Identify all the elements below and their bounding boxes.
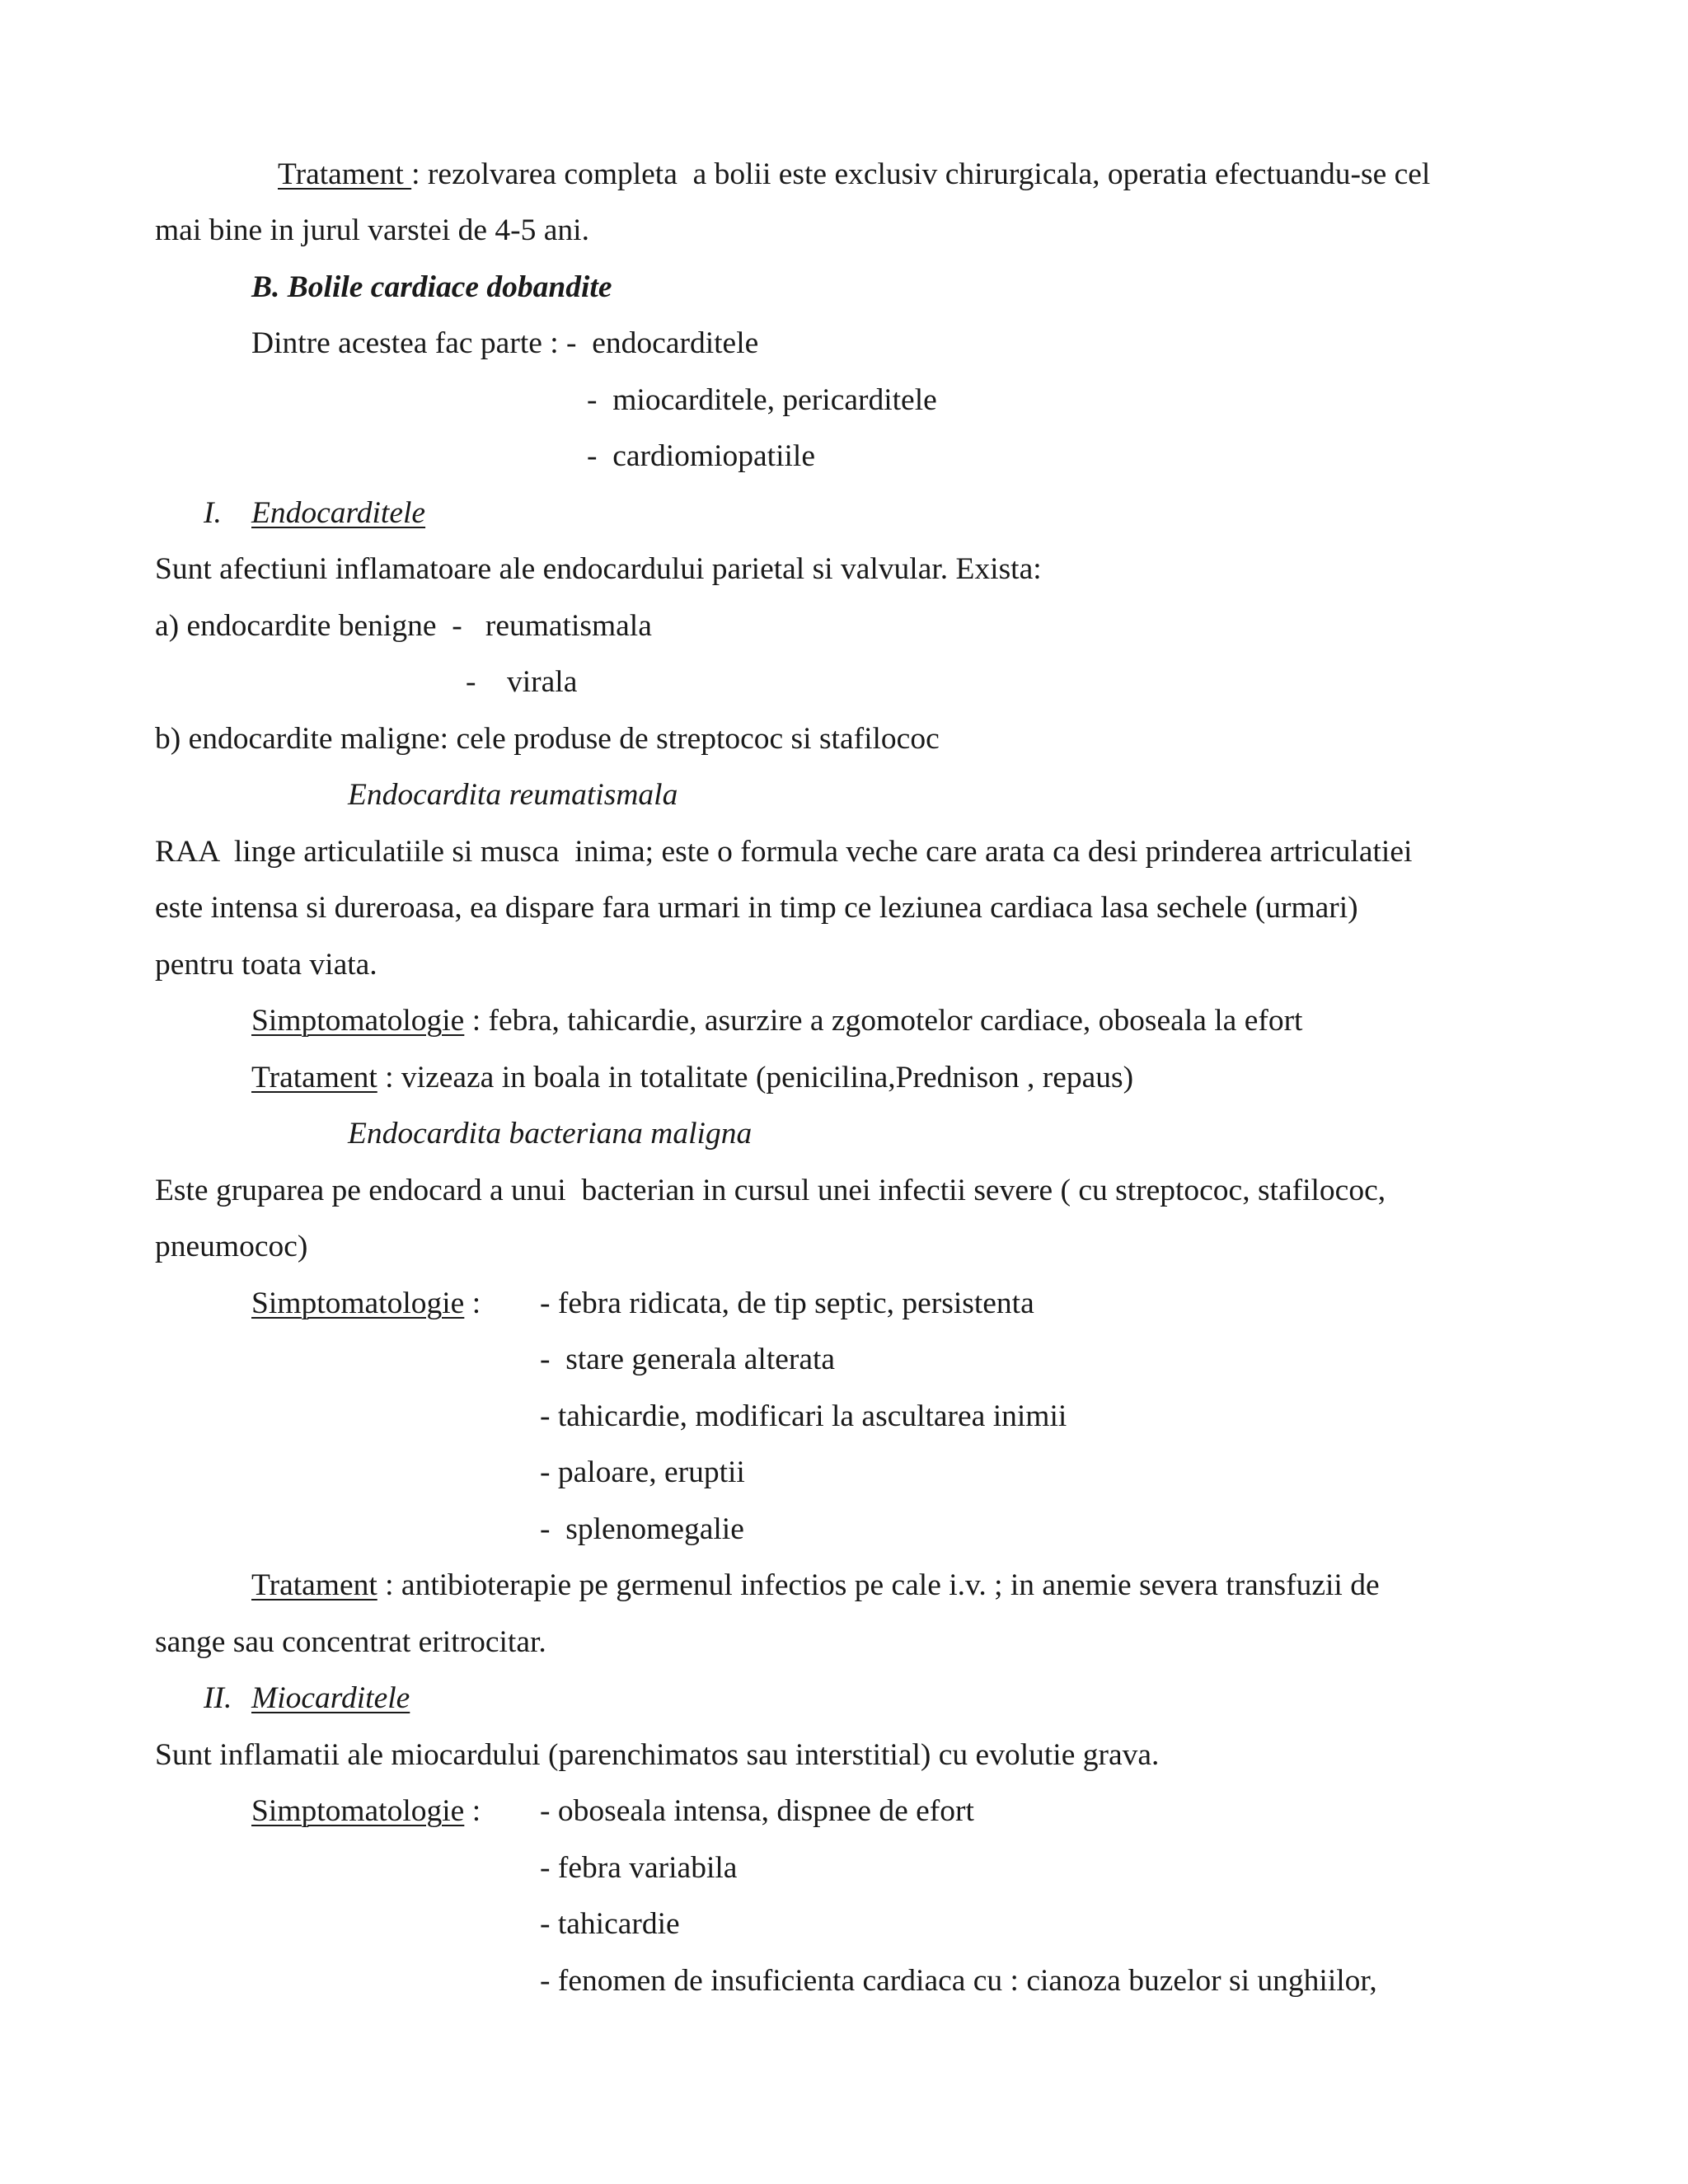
label-simptomatologie: Simptomatologie bbox=[251, 1004, 465, 1038]
section-number-2: II. bbox=[204, 1681, 232, 1715]
line-13: RAA linge articulatiile si musca inima; este o formula veche care arata ca desi prinderea artriculatiei bbox=[155, 835, 1413, 869]
section-title-miocarditele: Miocarditele bbox=[251, 1681, 410, 1715]
list-item: - virala bbox=[466, 665, 578, 699]
list-item: - tahicardie, modificari la ascultarea inimii bbox=[540, 1399, 1067, 1433]
line-2: mai bine in jurul varstei de 4-5 ani. bbox=[155, 213, 589, 247]
list-item: - miocarditele, pericarditele bbox=[587, 383, 937, 417]
line-17: Tratament : vizeaza in boala in totalitate (penicilina,Prednison , repaus) bbox=[251, 1061, 1134, 1094]
line-26: Tratament : antibioterapie pe germenul infectios pe cale i.v. ; in anemie severa transfuzii de bbox=[251, 1568, 1380, 1602]
line-8: Sunt afectiuni inflamatoare ale endocardului parietal si valvular. Exista: bbox=[155, 552, 1042, 586]
list-item: - tahicardie bbox=[540, 1907, 680, 1941]
list-item: - splenomegalie bbox=[540, 1512, 744, 1546]
section-number-1: I. bbox=[204, 496, 222, 530]
line-15: pentru toata viata. bbox=[155, 948, 377, 982]
line-14: este intensa si dureroasa, ea dispare fara urmari in timp ce leziunea cardiaca lasa sechele (urmari) bbox=[155, 891, 1358, 925]
subheading-endocardita-reumatismala: Endocardita reumatismala bbox=[348, 778, 678, 812]
list-item: - stare generala alterata bbox=[540, 1343, 836, 1376]
label-tratament: Tratament bbox=[251, 1061, 377, 1094]
line-30-label: Simptomatologie : bbox=[251, 1794, 481, 1828]
list-item: - cardiomiopatiile bbox=[587, 439, 815, 473]
label-simptomatologie: Simptomatologie bbox=[251, 1286, 465, 1320]
line-16: Simptomatologie : febra, tahicardie, asurzire a zgomotelor cardiace, oboseala la efort bbox=[251, 1004, 1303, 1038]
list-item: - febra ridicata, de tip septic, persistenta bbox=[540, 1286, 1034, 1320]
line-20: pneumococ) bbox=[155, 1230, 308, 1263]
list-item: - fenomen de insuficienta cardiaca cu : cianoza buzelor si unghiilor, bbox=[540, 1964, 1377, 1998]
line-19: Este gruparea pe endocard a unui bacterian in cursul unei infectii severe ( cu streptococ, stafilococ, bbox=[155, 1174, 1386, 1207]
label-simptomatologie: Simptomatologie bbox=[251, 1794, 465, 1828]
section-title-endocarditele: Endocarditele bbox=[251, 496, 426, 530]
line-1: Tratament : rezolvarea completa a bolii este exclusiv chirurgicala, operatia efectuandu-se cel bbox=[278, 157, 1431, 191]
section-heading-b: B. Bolile cardiace dobandite bbox=[251, 270, 612, 304]
line-21-label: Simptomatologie : bbox=[251, 1286, 481, 1320]
list-item: - febra variabila bbox=[540, 1851, 738, 1885]
line-27: sange sau concentrat eritrocitar. bbox=[155, 1625, 546, 1659]
list-item: - oboseala intensa, dispnee de efort bbox=[540, 1794, 974, 1828]
label-tratament: Tratament bbox=[251, 1568, 377, 1602]
line-9: a) endocardite benigne - reumatismala bbox=[155, 609, 652, 643]
line-4: Dintre acestea fac parte : - endocarditele bbox=[251, 326, 759, 360]
line-11: b) endocardite maligne: cele produse de streptococ si stafilococ bbox=[155, 722, 940, 756]
subheading-endocardita-bacteriana: Endocardita bacteriana maligna bbox=[348, 1117, 753, 1151]
list-item: - paloare, eruptii bbox=[540, 1455, 745, 1489]
line-29: Sunt inflamatii ale miocardului (parenchimatos sau interstitial) cu evolutie grava. bbox=[155, 1738, 1160, 1772]
label-tratament: Tratament bbox=[278, 157, 412, 191]
